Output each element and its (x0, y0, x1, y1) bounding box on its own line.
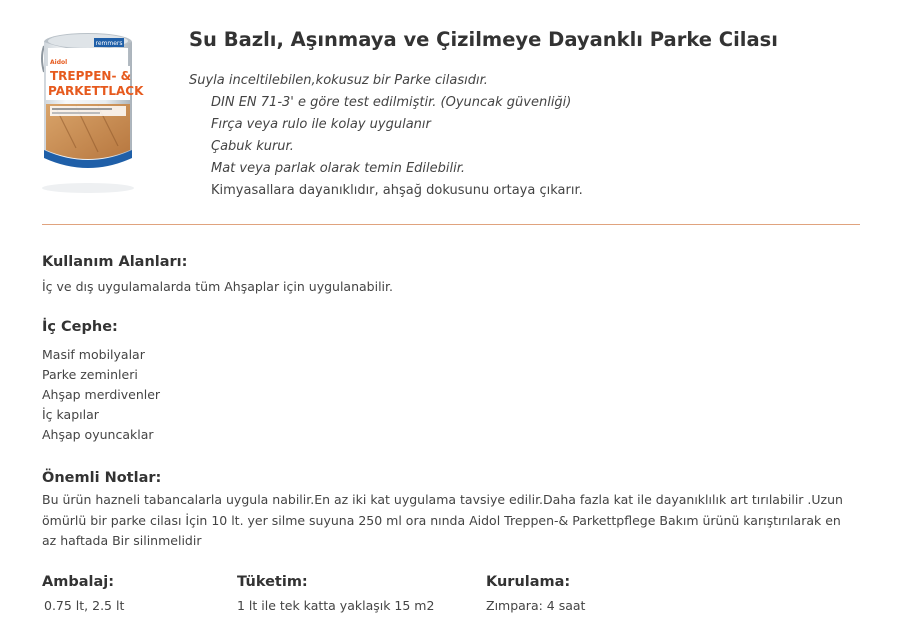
product-can-image (36, 28, 146, 198)
section-divider (42, 224, 860, 225)
svg-text:PARKETTLACK: PARKETTLACK (48, 84, 144, 98)
spec-value: 1 lt ile tek katta yaklaşık 15 m2 (237, 598, 435, 613)
spec-label: Kurulama: (486, 574, 571, 590)
list-item: İç kapılar (42, 407, 99, 422)
intro-line: Suyla inceltilebilen,kokusuz bir Parke cilasıdır. (189, 73, 488, 88)
spec-packaging (42, 574, 124, 613)
spec-value: Zımpara: 4 saat (486, 598, 586, 613)
intro-line: Çabuk kurur. (211, 139, 294, 154)
usage-heading: Kullanım Alanları: (42, 254, 188, 270)
spec-consumption (237, 574, 434, 613)
interior-list (42, 345, 160, 445)
list-item: Ahşap oyuncaklar (42, 427, 154, 442)
interior-heading: İç Cephe: (42, 319, 118, 335)
notes-text: Bu ürün hazneli tabancalarla uygula nabilir.En az iki kat uygulama tavsiye edilir.Daha fazla kat ile dayanıklılık art tırılabilir .Uzun ömürlü bir parke cilası İçin 10 lt. yer silme suyuna 250 ml ora nında Aidol Treppen-& Parkettpflege Bakım ürünü karıştırılarak en az haftada Bir silinmelidir (42, 492, 843, 548)
list-item: Ahşap merdivenler (42, 387, 161, 402)
svg-text:TREPPEN- &: TREPPEN- & (50, 69, 132, 83)
spec-value: 0.75 lt, 2.5 lt (44, 598, 125, 613)
spec-label: Tüketim: (237, 574, 308, 590)
brand-logo: remmers (95, 40, 123, 47)
svg-text:Aidol: Aidol (50, 59, 68, 66)
intro-line: Fırça veya rulo ile kolay uygulanır (211, 117, 431, 132)
product-intro (189, 70, 583, 202)
intro-line: Mat veya parlak olarak temin Edilebilir. (211, 161, 466, 176)
usage-text: İç ve dış uygulamalarda tüm Ahşaplar için uygulanabilir. (42, 279, 393, 294)
notes-heading: Önemli Notlar: (42, 470, 162, 486)
intro-line: Kimyasallara dayanıklıdır, ahşağ dokusunu ortaya çıkarır. (211, 183, 583, 198)
intro-line: DIN EN 71-3' e göre test edilmiştir. (Oyuncak güvenliği) (211, 95, 572, 110)
spec-drying (486, 574, 585, 613)
list-item: Parke zeminleri (42, 367, 138, 382)
spec-label: Ambalaj: (42, 574, 115, 590)
product-title: Su Bazlı, Aşınmaya ve Çizilmeye Dayanklı Parke Cilası (189, 28, 778, 51)
list-item: Masif mobilyalar (42, 347, 145, 362)
